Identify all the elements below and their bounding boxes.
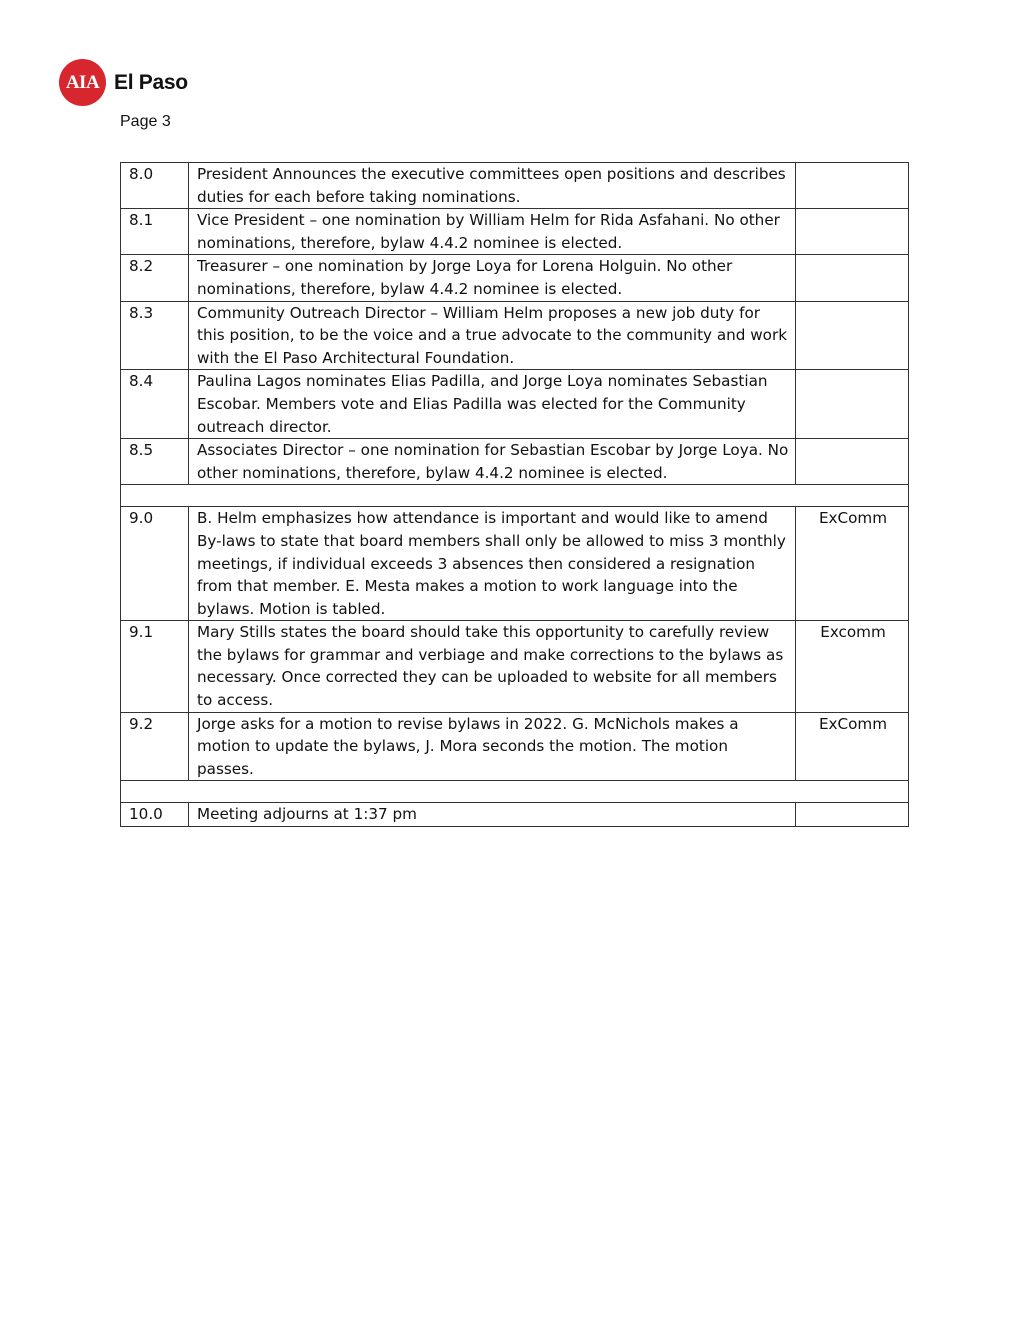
item-number: 9.0 xyxy=(121,507,189,621)
spacer-row xyxy=(121,485,909,507)
item-text: Vice President – one nomination by William Helm for Rida Asfahani. No other nominations, therefore, bylaw 4.4.2 nominee is elected. xyxy=(189,209,796,255)
table-row xyxy=(121,255,909,301)
item-responsible xyxy=(796,209,909,255)
spacer-cell xyxy=(121,781,909,803)
item-responsible: Excomm xyxy=(796,621,909,712)
item-text: B. Helm emphasizes how attendance is important and would like to amend By-laws to state that board members shall only be allowed to miss 3 monthly meetings, if individual exceeds 3 absences then considered a resignation from that member. E. Mesta makes a motion to work language into the bylaws. Motion is tabled. xyxy=(189,507,796,621)
logo-text: El Paso xyxy=(114,70,188,94)
item-responsible: ExComm xyxy=(796,712,909,781)
minutes-table xyxy=(120,162,909,827)
table-row xyxy=(121,621,909,712)
item-number: 9.2 xyxy=(121,712,189,781)
item-text: Paulina Lagos nominates Elias Padilla, and Jorge Loya nominates Sebastian Escobar. Members vote and Elias Padilla was elected for the Community outreach director. xyxy=(189,370,796,439)
item-number: 8.0 xyxy=(121,163,189,209)
item-responsible xyxy=(796,301,909,370)
item-text: Community Outreach Director – William Helm proposes a new job duty for this position, to be the voice and a true advocate to the community and work with the El Paso Architectural Foundation. xyxy=(189,301,796,370)
item-responsible xyxy=(796,370,909,439)
item-responsible: ExComm xyxy=(796,507,909,621)
item-text: Jorge asks for a motion to revise bylaws in 2022. G. McNichols makes a motion to update the bylaws, J. Mora seconds the motion. The motion passes. xyxy=(189,712,796,781)
item-number: 8.5 xyxy=(121,439,189,485)
item-text: Treasurer – one nomination by Jorge Loya for Lorena Holguin. No other nominations, therefore, bylaw 4.4.2 nominee is elected. xyxy=(189,255,796,301)
item-number: 8.2 xyxy=(121,255,189,301)
item-text: Meeting adjourns at 1:37 pm xyxy=(189,803,796,827)
table-row xyxy=(121,507,909,621)
table-row xyxy=(121,301,909,370)
aia-logo-icon: AIA xyxy=(59,59,106,106)
table-row xyxy=(121,439,909,485)
table-row xyxy=(121,803,909,827)
item-responsible xyxy=(796,255,909,301)
item-text: Mary Stills states the board should take this opportunity to carefully review the bylaws for grammar and verbiage and make corrections to the bylaws as necessary. Once corrected they can be uploaded to website for all members to access. xyxy=(189,621,796,712)
item-text: Associates Director – one nomination for Sebastian Escobar by Jorge Loya. No other nominations, therefore, bylaw 4.4.2 nominee is elected. xyxy=(189,439,796,485)
table-row xyxy=(121,712,909,781)
item-responsible xyxy=(796,803,909,827)
table-row xyxy=(121,163,909,209)
item-text: President Announces the executive committees open positions and describes duties for each before taking nominations. xyxy=(189,163,796,209)
spacer-cell xyxy=(121,485,909,507)
item-number: 10.0 xyxy=(121,803,189,827)
item-number: 8.3 xyxy=(121,301,189,370)
item-number: 8.1 xyxy=(121,209,189,255)
item-number: 8.4 xyxy=(121,370,189,439)
spacer-row xyxy=(121,781,909,803)
page-number: Page 3 xyxy=(120,113,171,130)
item-number: 9.1 xyxy=(121,621,189,712)
table-row xyxy=(121,209,909,255)
table-row xyxy=(121,370,909,439)
header xyxy=(59,59,188,106)
item-responsible xyxy=(796,439,909,485)
item-responsible xyxy=(796,163,909,209)
